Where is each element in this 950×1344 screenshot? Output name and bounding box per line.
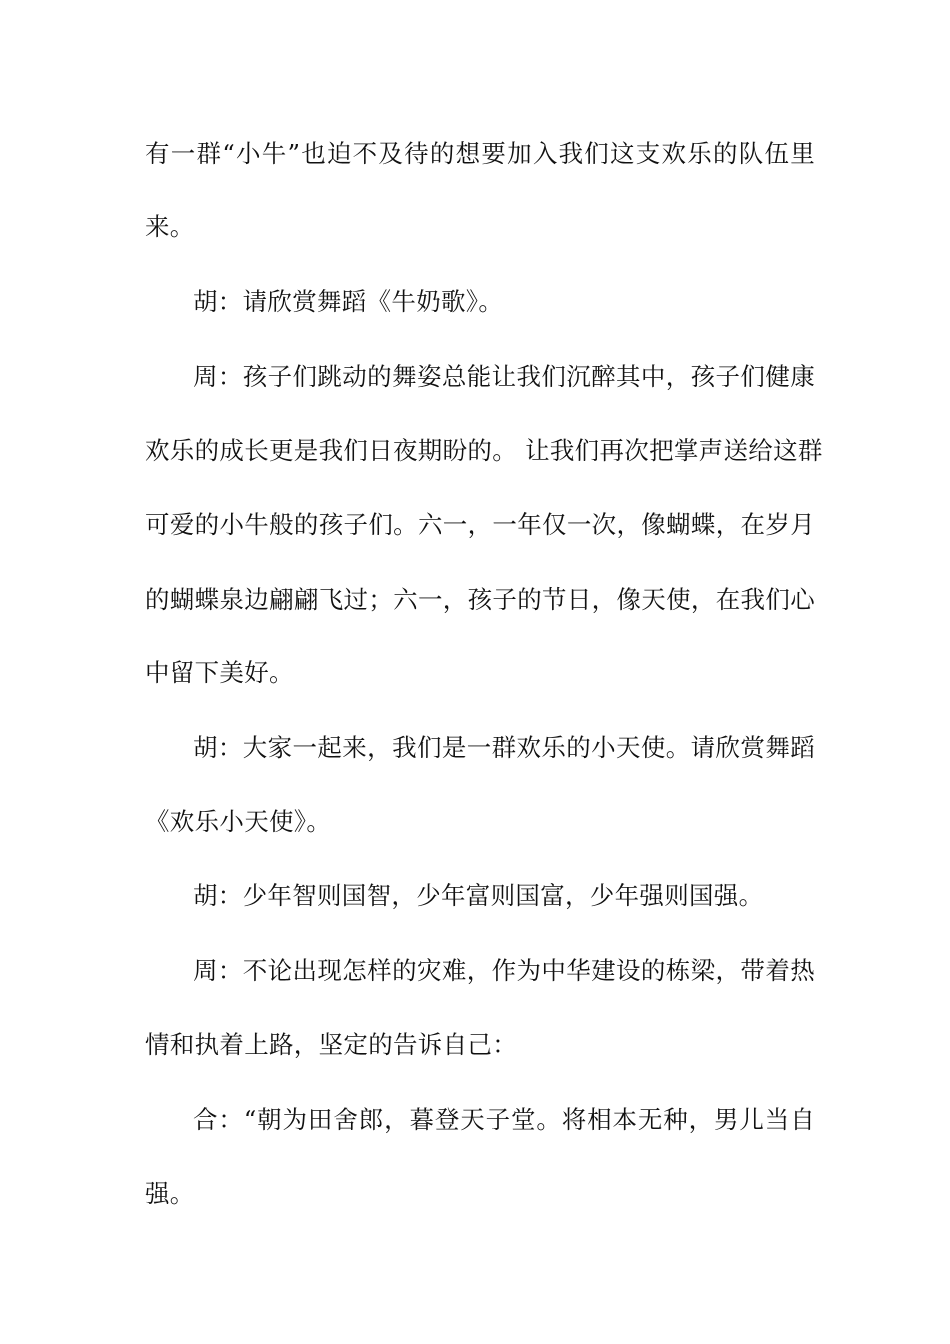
text-line: 欢乐的成长更是我们日夜期盼的。 让我们再次把掌声送给这群 [145, 436, 823, 465]
text-line: 合：“朝为田舍郎，暮登天子堂。将相本无种，男儿当自 [193, 1105, 815, 1134]
text-line: 强。 [145, 1179, 195, 1208]
text-line: 胡：请欣赏舞蹈《牛奶歌》。 [193, 287, 504, 316]
text-line: 的蝴蝶泉边翩翩飞过；六一，孩子的节日，像天使，在我们心 [145, 585, 815, 614]
text-line: 来。 [145, 212, 195, 241]
text-line: 周：孩子们跳动的舞姿总能让我们沉醉其中，孩子们健康 [193, 362, 815, 391]
text-line: 有一群“小牛”也迫不及待的想要加入我们这支欢乐的队伍里 [145, 139, 815, 168]
text-line: 情和执着上路，坚定的告诉自己： [145, 1030, 517, 1059]
text-line: 《欢乐小天使》。 [145, 807, 332, 836]
text-line: 胡：大家一起来，我们是一群欢乐的小天使。请欣赏舞蹈 [193, 733, 815, 762]
text-line: 可爱的小牛般的孩子们。六一，一年仅一次，像蝴蝶，在岁月 [145, 510, 815, 539]
text-line: 周：不论出现怎样的灾难，作为中华建设的栋梁，带着热 [193, 956, 815, 985]
text-line: 胡：少年智则国智，少年富则国富，少年强则国强。 [193, 881, 764, 910]
text-line: 中留下美好。 [145, 658, 294, 687]
